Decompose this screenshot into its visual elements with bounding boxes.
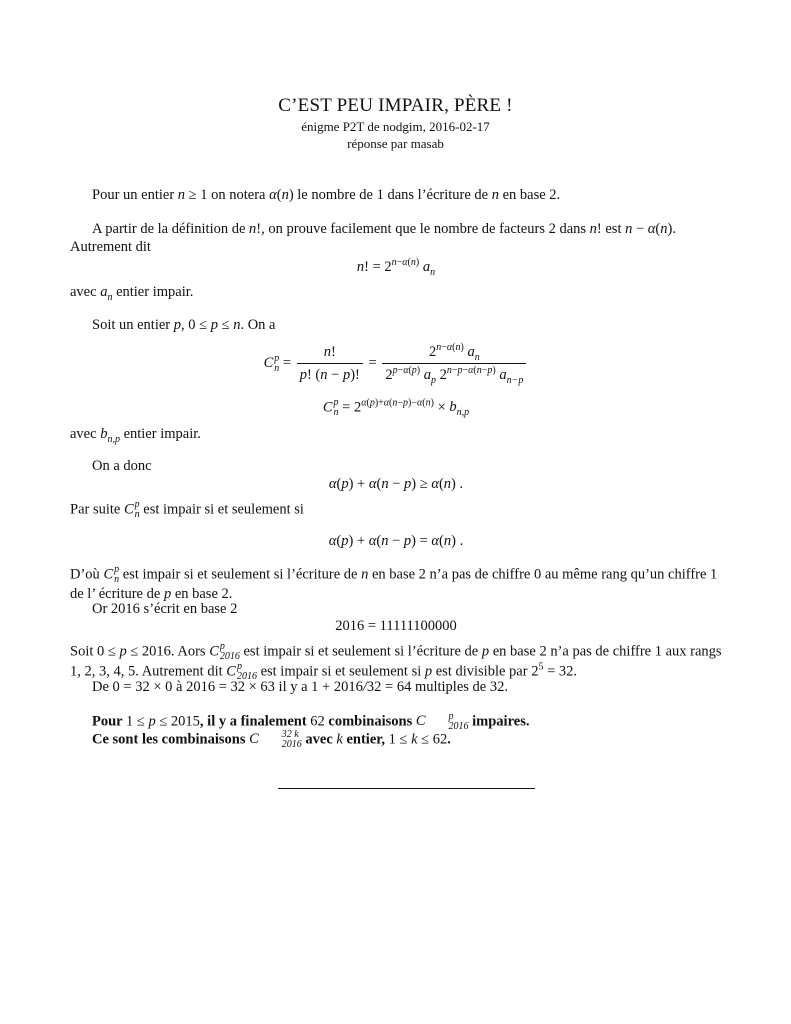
equation-equality: α(p) + α(n − p) = α(n) . (328, 533, 464, 549)
paragraph-factorial: A partir de la définition de n!, on prouve facilement que le nombre de facteurs 2 dans n! est n − α(n). Autrement dit (70, 221, 676, 255)
page-title: C’EST PEU IMPAIR, PÈRE ! (278, 95, 513, 116)
conclusion-count: Pour 1 ≤ p ≤ 2015, il y a finalement 62 combinaisons C p 2016 impaires. (92, 711, 530, 732)
equation-factorial: n! = $2^{n-\alpha(n)}$ $a_n$ (356, 257, 436, 278)
equation-inequality: α(p) + α(n − p) ≥ α(n) . (328, 476, 464, 492)
paragraph-let-p: Soit un entier p, 0 ≤ p ≤ n. On a (92, 317, 276, 333)
paragraph-multiples: De 0 = 32 × 0 à 2016 = 32 × 63 il y a 1 + 2016/32 = 64 multiples de 32. (92, 679, 508, 695)
end-rule (278, 788, 535, 789)
paragraph-definition: Pour un entier n ≥ 1 on notera α(n) le nombre de 1 dans l’écriture de n en base 2. (92, 187, 561, 203)
equation-2016-binary: 2016 = 11111100000 (335, 618, 457, 634)
subtitle: énigme P2T de nodgim, 2016-02-17 (301, 119, 490, 134)
paragraph-2016-binary: Or 2016 s’écrit en base 2 (92, 601, 238, 617)
conclusion-list: Ce sont les combinaisons C 32 k 2016 avec k entier, 1 ≤ k ≤ 62. (92, 729, 451, 750)
paragraph-an-odd: avec $a_n$ entier impair. (70, 284, 194, 303)
equation-binomial-fraction: C p n = $\frac{n!}{p! (n - p)!}$ = $\frac{2^{n-\alpha(n)} a_n}{2^{p-\alpha(p)} a_p 2^{n-p-\alpha(n-p)} a_{n-p}}$ (70, 343, 722, 384)
paragraph-thus: On a donc (92, 458, 152, 474)
paragraph-hence: Par suite C p n est impair si et seulement si (70, 499, 304, 520)
answer-by: réponse par masab (347, 136, 444, 151)
paragraph-2016-criterion: Soit 0 ≤ p ≤ 2016. Aors C p 2016 est impair si et seulement si l’écriture de p en base 2 n’a pas de chiffre 1 aux rangs 1, 2, 3, 4, 5. Autrement dit C p 2016 est impair si et seulement si p est divisible par $2^5 = 32$. (70, 641, 722, 682)
title-block (0, 94, 791, 152)
paragraph-bnp-odd: avec $b_{n,p}$ entier impair. (70, 426, 201, 445)
paragraph-criterion: D’où C p n est impair si et seulement si l’écriture de n en base 2 n’a pas de chiffre 0 au même rang qu’un chiffre 1 de l’ écriture de p en base 2. (70, 564, 718, 602)
equation-binomial-power: C p n = $2^{\alpha(p)+\alpha(n-p)-\alpha(n)} \times b_{n,p}$ (322, 397, 470, 419)
